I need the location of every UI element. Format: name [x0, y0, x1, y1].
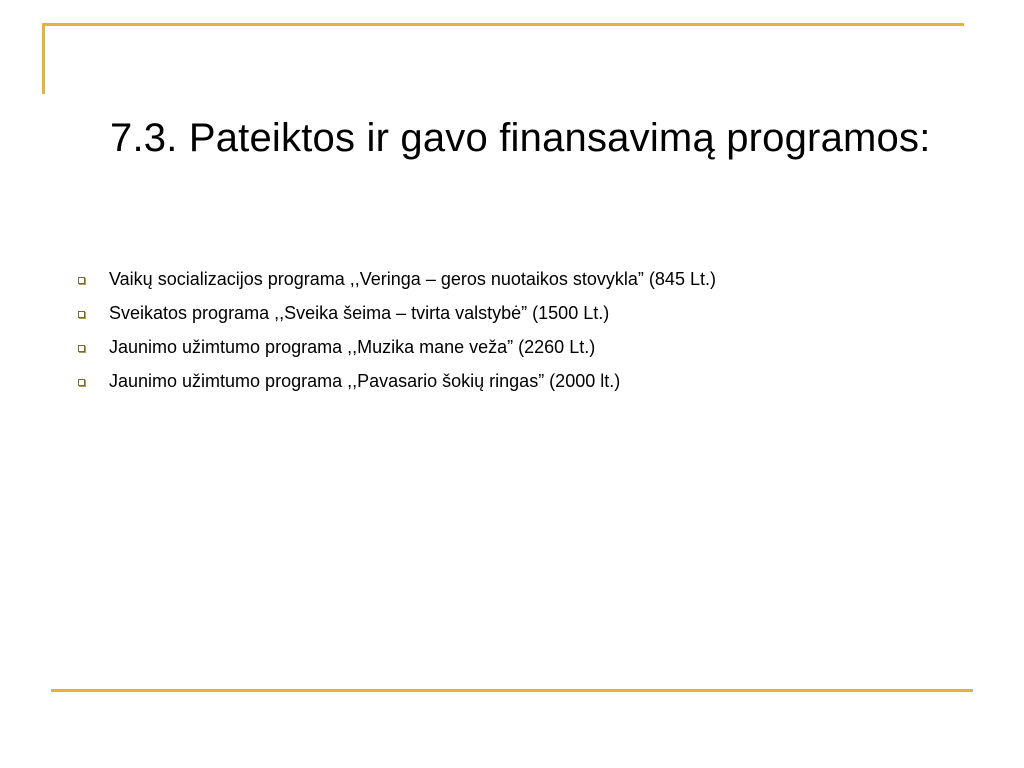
list-item — [78, 330, 716, 364]
list-item-text: Jaunimo užimtumo programa ,,Muzika mane veža” (2260 Lt.) — [109, 337, 596, 357]
list-item-text: Vaikų socializacijos programa ,,Veringa – geros nuotaikos stovykla” (845 Lt.) — [109, 269, 716, 289]
list-item — [78, 296, 716, 330]
left-accent-line — [42, 23, 45, 94]
square-bullet-icon — [78, 379, 85, 386]
top-accent-line — [42, 23, 964, 26]
square-bullet-icon — [78, 345, 85, 352]
list-item — [78, 262, 716, 296]
square-bullet-icon — [78, 277, 85, 284]
square-bullet-icon — [78, 311, 85, 318]
list-item-text: Sveikatos programa ,,Sveika šeima – tvirta valstybė” (1500 Lt.) — [109, 303, 610, 323]
list-item-text: Jaunimo užimtumo programa ,,Pavasario šokių ringas” (2000 lt.) — [109, 371, 621, 391]
list-item — [78, 364, 716, 398]
bottom-accent-line — [51, 689, 973, 692]
slide-title: 7.3. Pateiktos ir gavo finansavimą programos: — [110, 116, 931, 160]
bullet-list — [78, 262, 716, 398]
